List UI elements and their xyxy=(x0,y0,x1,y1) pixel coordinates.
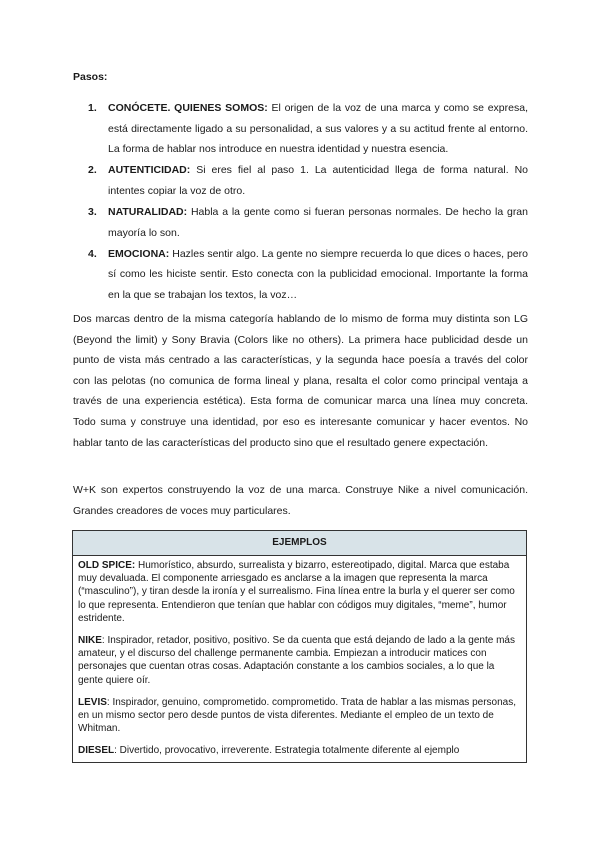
example-diesel xyxy=(78,744,521,757)
step-title: EMOCIONA: xyxy=(108,247,170,260)
example-nike xyxy=(78,634,521,687)
step-title: NATURALIDAD: xyxy=(108,205,188,218)
step-title: AUTENTICIDAD: xyxy=(108,164,191,177)
example-description: : Inspirador, retador, positivo, positivo. Se da cuenta que está dejando de lado a la gente más amateur, y el discurso del challenge permanente cambia. Empiezan a introducir matices con personajes que cuentan otras cosas. Adaptación constante a los cambios sociales, a lo que la gente quiere oír. xyxy=(78,635,515,686)
body-paragraph-brands: Dos marcas dentro de la misma categoría hablando de lo mismo de forma muy distinta son LG (Beyond the limit) y Sony Bravia (Colors like no others). La primera hace publicidad desde un punto de vista más centrado a las características, y la segunda hace poesía a través del color con las pelotas (no comunica de forma lineal y plana, resalta el color como principal ventaja a través de una experiencia estética). Esta forma de comunicar marca una línea muy concreta. Todo suma y construye una identidad, por eso es interesante comunicar y hacer eventos. No hablar tanto de las características del producto sino que el resultado genere expectación. xyxy=(73,313,528,449)
step-item xyxy=(88,244,528,306)
step-text: El origen de la voz de una marca y como se expresa, está directamente ligado a su personalidad, a sus valores y a su actitud frente al entorno. La forma de hablar nos introduce en nuestra identidad y nuestra esencia. xyxy=(108,102,528,156)
examples-table-body xyxy=(73,556,526,762)
examples-table-title: EJEMPLOS xyxy=(73,531,526,556)
example-brand: NIKE xyxy=(78,635,102,647)
step-title: CONÓCETE. QUIENES SOMOS: xyxy=(108,102,268,114)
example-description: : Inspirador, genuino, comprometido. comprometido. Trata de hablar a las mismas personas, en un mismo sector pero desde puntos de vista diferentes. Mediante el empleo de un texto de Whitman. xyxy=(78,696,516,735)
example-description: Humorístico, absurdo, surrealista y bizarro, estereotipado, digital. Marca que estaba muy devaluada. El componente arriesgado es anclarse a la imagen que representa la marca (“masculino”), y tiran desde la ironía y el surrealismo. Fina línea entre la burla y el querer ser como lo que representa. Entendieron que tenían que hablar con códigos muy digitales, “meme”, humor estridente. xyxy=(78,560,515,624)
example-description: : Divertido, provocativo, irreverente. Estrategia totalmente diferente al ejemplo xyxy=(114,745,460,757)
steps-list xyxy=(88,98,528,306)
body-paragraph-wk: W+K son expertos construyendo la voz de una marca. Construye Nike a nivel comunicación. Grandes creadores de voces muy particulares. xyxy=(73,484,528,517)
step-item xyxy=(88,160,528,201)
step-item xyxy=(88,98,528,160)
example-old-spice xyxy=(78,559,521,625)
step-item xyxy=(88,202,528,243)
examples-table xyxy=(72,530,527,763)
step-number: 1. xyxy=(88,102,97,114)
step-text: Si eres fiel al paso 1. La autenticidad llega de forma natural. No intentes copiar la voz de otro. xyxy=(108,164,528,197)
example-brand: DIESEL xyxy=(78,745,115,757)
step-number: 3. xyxy=(88,205,97,218)
step-text: Habla a la gente como si fueran personas normales. De hecho la gran mayoría lo son. xyxy=(108,205,528,239)
step-number: 2. xyxy=(88,164,97,177)
example-brand: OLD SPICE: xyxy=(78,560,136,571)
step-text: Hazles sentir algo. La gente no siempre recuerda lo que dices o haces, pero sí como les hiciste sentir. Esto conecta con la publicidad emocional. Importante la forma en la que se trabajan los textos, la voz… xyxy=(108,247,528,301)
step-number: 4. xyxy=(88,247,97,260)
steps-heading: Pasos: xyxy=(73,71,108,83)
example-brand: LEVIS xyxy=(78,696,107,708)
example-levis xyxy=(78,696,521,736)
